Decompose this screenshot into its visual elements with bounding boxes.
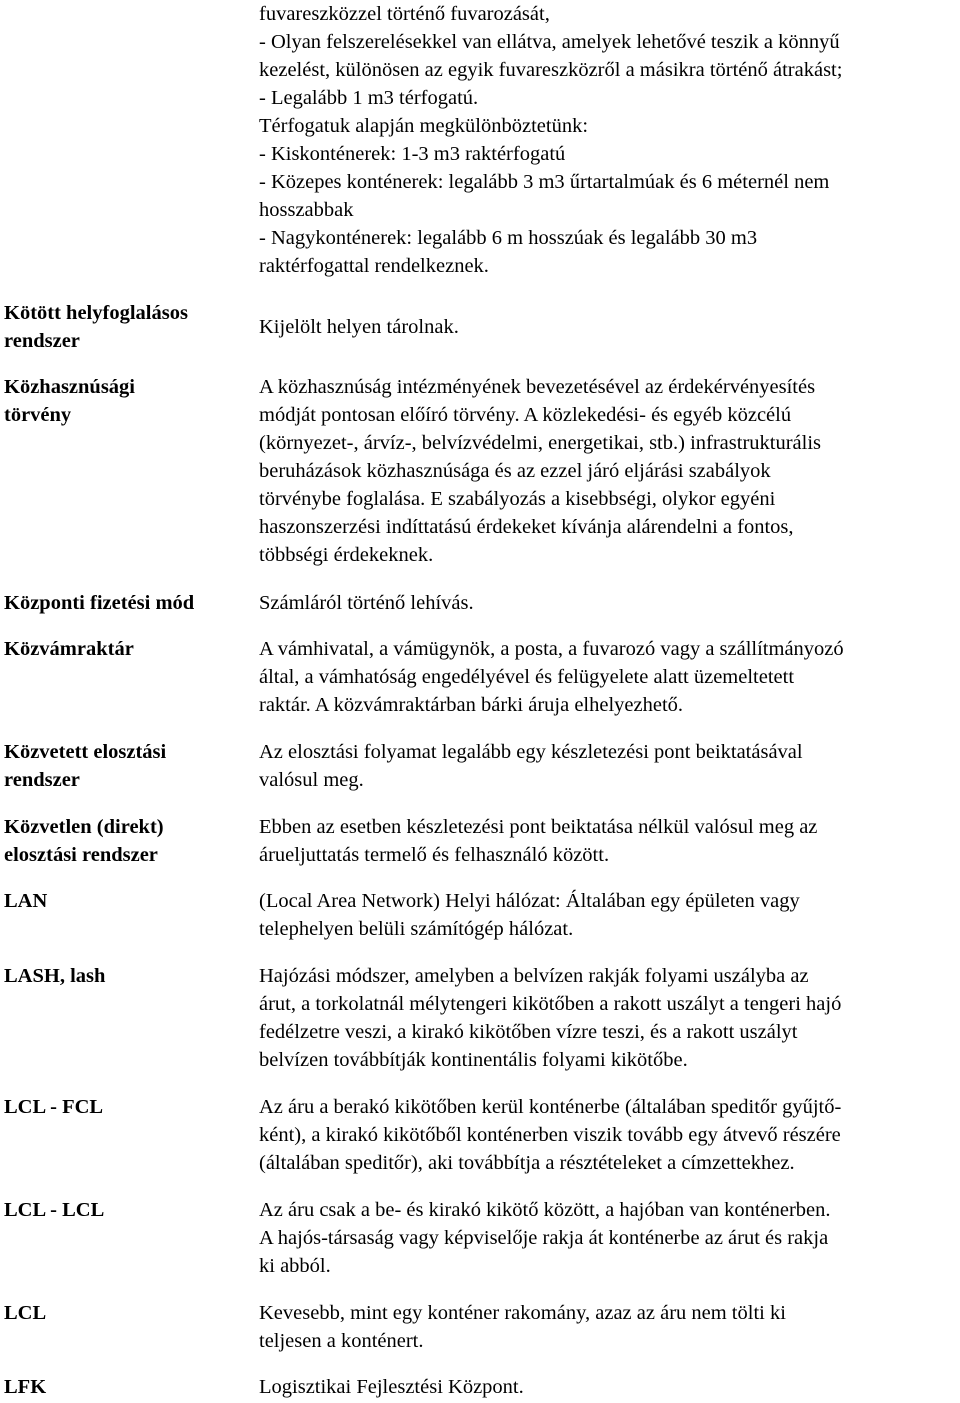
term-line: Központi fizetési mód (4, 592, 195, 614)
definition-line: Az elosztási folyamat legalább egy készletezési pont beiktatásával (259, 741, 803, 763)
definition-line: belvízen továbbítják kontinentális folyami kikötőbe. (259, 1049, 688, 1071)
glossary-definition (259, 1196, 959, 1280)
glossary-term (4, 1196, 254, 1224)
term-line: LAN (4, 890, 48, 912)
glossary-definition (259, 635, 959, 719)
glossary-definition (259, 589, 959, 617)
glossary-definition (259, 313, 959, 341)
term-line: LASH, lash (4, 965, 106, 987)
intro-line: - Nagykonténerek: legalább 6 m hosszúak és legalább 30 m3 (259, 227, 758, 249)
definition-line: (környezet-, árvíz-, belvízvédelmi, energetikai, stb.) infrastrukturális (259, 432, 822, 454)
term-line: Kötött helyfoglalásos (4, 302, 188, 324)
intro-line: - Olyan felszerelésekkel van ellátva, amelyek lehetővé teszik a könnyű (259, 31, 840, 53)
definition-line: módját pontosan előíró törvény. A közlekedési- és egyéb közcélú (259, 404, 792, 426)
term-line: LFK (4, 1376, 47, 1398)
definition-line: árut, a torkolatnál mélytengeri kikötőben a rakott uszályt a tengeri hajó (259, 993, 842, 1015)
definition-line: Ebben az esetben készletezési pont beiktatása nélkül valósul meg az (259, 816, 818, 838)
glossary-term (4, 373, 254, 429)
term-line: Közvetlen (direkt) (4, 816, 164, 838)
definition-line: fedélzetre veszi, a kirakó kikötőben vízre teszi, és a rakott uszályt (259, 1021, 798, 1043)
glossary-term (4, 1373, 254, 1401)
intro-line: hosszabbak (259, 199, 354, 221)
definition-line: Az áru csak a be- és kirakó kikötő között, a hajóban van konténerben. (259, 1199, 831, 1221)
term-line: LCL - FCL (4, 1096, 104, 1118)
term-line: rendszer (4, 330, 80, 352)
definition-line: A hajós-társaság vagy képviselője rakja át konténerbe az árut és rakja (259, 1227, 829, 1249)
glossary-term (4, 1299, 254, 1327)
glossary-definition (259, 813, 959, 869)
glossary-definition (259, 1299, 959, 1355)
glossary-definition (259, 1373, 959, 1401)
definition-line: Az áru a berakó kikötőben kerül konténerbe (általában speditőr gyűjtő- (259, 1096, 842, 1118)
definition-line: Számláról történő lehívás. (259, 592, 474, 614)
definition-line: A közhasznúság intézményének bevezetésével az érdekérvényesítés (259, 376, 816, 398)
glossary-term (4, 738, 254, 794)
glossary-term (4, 589, 254, 617)
definition-line: raktár. A közvámraktárban bárki áruja elhelyezhető. (259, 694, 684, 716)
glossary-term (4, 299, 254, 355)
term-line: Közvámraktár (4, 638, 134, 660)
term-line: törvény (4, 404, 72, 426)
intro-line: - Közepes konténerek: legalább 3 m3 űrtartalmúak és 6 méternél nem (259, 171, 830, 193)
definition-line: Hajózási módszer, amelyben a belvízen rakják folyami uszályba az (259, 965, 809, 987)
definition-line: ki abból. (259, 1255, 331, 1277)
definition-line: Logisztikai Fejlesztési Központ. (259, 1376, 524, 1398)
term-line: LCL - LCL (4, 1199, 105, 1221)
definition-line: törvénybe foglalása. E szabályozás a kisebbségi, olykor egyéni (259, 488, 776, 510)
intro-line: raktérfogattal rendelkeznek. (259, 255, 489, 277)
glossary-definition (259, 373, 959, 569)
definition-line: többségi érdekeknek. (259, 544, 434, 566)
term-line: rendszer (4, 769, 80, 791)
definition-line: telephelyen belüli számítógép hálózat. (259, 918, 574, 940)
glossary-term (4, 962, 254, 990)
definition-line: (Local Area Network) Helyi hálózat: Általában egy épületen vagy (259, 890, 800, 912)
definition-line: által, a vámhatóság engedélyével és felügyelete alatt üzemeltetett (259, 666, 795, 688)
definition-line: A vámhivatal, a vámügynök, a posta, a fuvarozó vagy a szállítmányozó (259, 638, 844, 660)
glossary-definition (259, 1093, 959, 1177)
intro-line: - Legalább 1 m3 térfogatú. (259, 87, 479, 109)
term-line: elosztási rendszer (4, 844, 158, 866)
intro-line: Térfogatuk alapján megkülönböztetünk: (259, 115, 589, 137)
definition-line: Kevesebb, mint egy konténer rakomány, azaz az áru nem tölti ki (259, 1302, 786, 1324)
glossary-term (4, 887, 254, 915)
definition-line: Kijelölt helyen tárolnak. (259, 316, 459, 338)
glossary-definition (259, 738, 959, 794)
definition-line: ként), a kirakó kikötőből konténerben viszik tovább egy átvevő részére (259, 1124, 841, 1146)
definition-line: valósul meg. (259, 769, 364, 791)
definition-line: beruházások közhasznúsága és az ezzel járó eljárási szabályok (259, 460, 771, 482)
term-line: Közvetett elosztási (4, 741, 167, 763)
definition-line: teljesen a konténert. (259, 1330, 424, 1352)
glossary-definition (259, 962, 959, 1074)
glossary-definition (259, 887, 959, 943)
definition-line: (általában speditőr), aki továbbítja a résztételeket a címzettekhez. (259, 1152, 795, 1174)
definition-line: árueljuttatás termelő és felhasználó között. (259, 844, 610, 866)
glossary-term (4, 635, 254, 663)
glossary-term (4, 1093, 254, 1121)
definition-line: haszonszerzési indíttatású érdekeket kívánja alárendelni a fontos, (259, 516, 794, 538)
glossary-term (4, 813, 254, 869)
intro-line: - Kiskonténerek: 1-3 m3 raktérfogatú (259, 143, 566, 165)
intro-line: fuvareszközzel történő fuvarozását, (259, 3, 550, 25)
intro-line: kezelést, különösen az egyik fuvareszközről a másikra történő átrakást; (259, 59, 843, 81)
term-line: LCL (4, 1302, 47, 1324)
term-line: Közhasznúsági (4, 376, 135, 398)
